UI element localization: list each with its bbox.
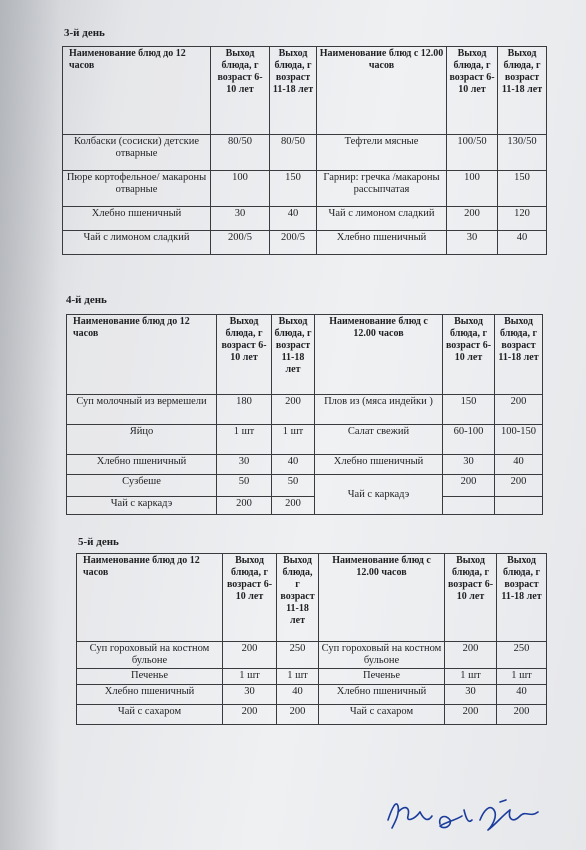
table-row (67, 455, 543, 475)
table-row (63, 135, 547, 171)
header-out-small: Выход блюда, г возраст 6-10 лет (443, 315, 495, 395)
cell (495, 497, 543, 515)
header-out-big: Выход блюда, г возраст 11-18 лет (497, 554, 547, 642)
table-row (63, 207, 547, 231)
table-row (77, 642, 547, 669)
cell: 1 шт (223, 669, 277, 685)
cell: 200 (277, 705, 319, 725)
cell: 180 (217, 395, 272, 425)
cell: 60-100 (443, 425, 495, 455)
table-row (77, 705, 547, 725)
cell: 1 шт (272, 425, 315, 455)
cell: Яйцо (67, 425, 217, 455)
day-3-title: 3-й день (64, 27, 105, 39)
cell: 130/50 (498, 135, 547, 171)
table-row (67, 497, 543, 515)
page-fold-shadow (0, 0, 60, 850)
cell: Пюре кортофельное/ макароны отварные (63, 171, 211, 207)
cell: 40 (272, 455, 315, 475)
cell: 150 (443, 395, 495, 425)
cell: Гарнир: гречка /макароны рассыпчатая (317, 171, 447, 207)
cell: 1 шт (497, 669, 547, 685)
cell: Чай с лимоном сладкий (317, 207, 447, 231)
cell: 200 (497, 705, 547, 725)
table-row (67, 475, 543, 497)
cell: 150 (498, 171, 547, 207)
cell: Хлебно пшеничный (315, 455, 443, 475)
handwritten-signature (380, 790, 550, 840)
cell: 40 (277, 685, 319, 705)
header-lunch: Наименование блюд с 12.00 часов (315, 315, 443, 395)
cell: 30 (445, 685, 497, 705)
cell: 100-150 (495, 425, 543, 455)
cell: 40 (270, 207, 317, 231)
cell: 40 (498, 231, 547, 255)
cell: Салат свежий (315, 425, 443, 455)
cell: Суп гороховый на костном бульоне (319, 642, 445, 669)
cell: Колбаски (сосиски) детские отварные (63, 135, 211, 171)
header-out-big: Выход блюда, г возраст 11-18 лет (495, 315, 543, 395)
header-lunch: Наименование блюд с 12.00 часов (317, 47, 447, 135)
table-row (67, 425, 543, 455)
cell: Чай с лимоном сладкий (63, 231, 211, 255)
cell: 200 (495, 475, 543, 497)
cell: Чай с каркадэ (67, 497, 217, 515)
cell: 1 шт (217, 425, 272, 455)
cell: 80/50 (270, 135, 317, 171)
table-row (63, 171, 547, 207)
header-out-big: Выход блюда, г возраст 11-18 лет (498, 47, 547, 135)
table-row (77, 669, 547, 685)
cell: Хлебно пшеничный (77, 685, 223, 705)
cell: 100 (211, 171, 270, 207)
day-4-title: 4-й день (66, 294, 107, 306)
header-out-small: Выход блюда, г возраст 6-10 лет (223, 554, 277, 642)
cell: 200 (272, 497, 315, 515)
cell: Чай с сахаром (319, 705, 445, 725)
cell: Печенье (319, 669, 445, 685)
cell: Тефтели мясные (317, 135, 447, 171)
table-row (77, 685, 547, 705)
header-out-small: Выход блюда, г возраст 6-10 лет (211, 47, 270, 135)
cell: 250 (277, 642, 319, 669)
cell: 1 шт (445, 669, 497, 685)
cell: 120 (498, 207, 547, 231)
cell: Сузбеше (67, 475, 217, 497)
cell: Чай с сахаром (77, 705, 223, 725)
day-5-title: 5-й день (78, 536, 119, 548)
header-out-big: Выход блюда, г возраст 11-18 лет (272, 315, 315, 395)
header-out-small: Выход блюда, г возраст 6-10 лет (445, 554, 497, 642)
cell: 30 (447, 231, 498, 255)
cell: 30 (217, 455, 272, 475)
header-out-big: Выход блюда, г возраст 11-18 лет (277, 554, 319, 642)
cell: 50 (272, 475, 315, 497)
cell: 30 (223, 685, 277, 705)
day-4-table (66, 314, 543, 515)
cell (443, 497, 495, 515)
day-3-table (62, 46, 547, 255)
cell: Чай с каркадэ (315, 475, 443, 515)
table-row (67, 395, 543, 425)
cell: 100 (447, 171, 498, 207)
cell: 200 (272, 395, 315, 425)
header-breakfast: Наименование блюд до 12 часов (77, 554, 223, 642)
cell: 80/50 (211, 135, 270, 171)
cell: 200 (495, 395, 543, 425)
cell: 200 (445, 642, 497, 669)
cell: 1 шт (277, 669, 319, 685)
cell: 200 (447, 207, 498, 231)
cell: Хлебно пшеничный (63, 207, 211, 231)
cell: 200 (223, 705, 277, 725)
cell: 200/5 (211, 231, 270, 255)
cell: 40 (497, 685, 547, 705)
cell: Суп гороховый на костном бульоне (77, 642, 223, 669)
header-out-big: Выход блюда, г возраст 11-18 лет (270, 47, 317, 135)
cell: 200 (445, 705, 497, 725)
header-out-small: Выход блюда, г возраст 6-10 лет (447, 47, 498, 135)
header-breakfast: Наименование блюд до 12 часов (63, 47, 211, 135)
cell: Печенье (77, 669, 223, 685)
cell: 200/5 (270, 231, 317, 255)
cell: 200 (217, 497, 272, 515)
cell: 100/50 (447, 135, 498, 171)
cell: 200 (223, 642, 277, 669)
cell: Хлебно пшеничный (67, 455, 217, 475)
day-5-table (76, 553, 547, 725)
cell: 30 (211, 207, 270, 231)
cell: 250 (497, 642, 547, 669)
cell: 50 (217, 475, 272, 497)
table-row (63, 231, 547, 255)
header-out-small: Выход блюда, г возраст 6-10 лет (217, 315, 272, 395)
cell: Хлебно пшеничный (317, 231, 447, 255)
cell: 30 (443, 455, 495, 475)
header-lunch: Наименование блюд с 12.00 часов (319, 554, 445, 642)
cell: 150 (270, 171, 317, 207)
header-breakfast: Наименование блюд до 12 часов (67, 315, 217, 395)
cell: Хлебно пшеничный (319, 685, 445, 705)
cell: 40 (495, 455, 543, 475)
cell: 200 (443, 475, 495, 497)
cell: Плов из (мяса индейки ) (315, 395, 443, 425)
cell: Суп молочный из вермешели (67, 395, 217, 425)
